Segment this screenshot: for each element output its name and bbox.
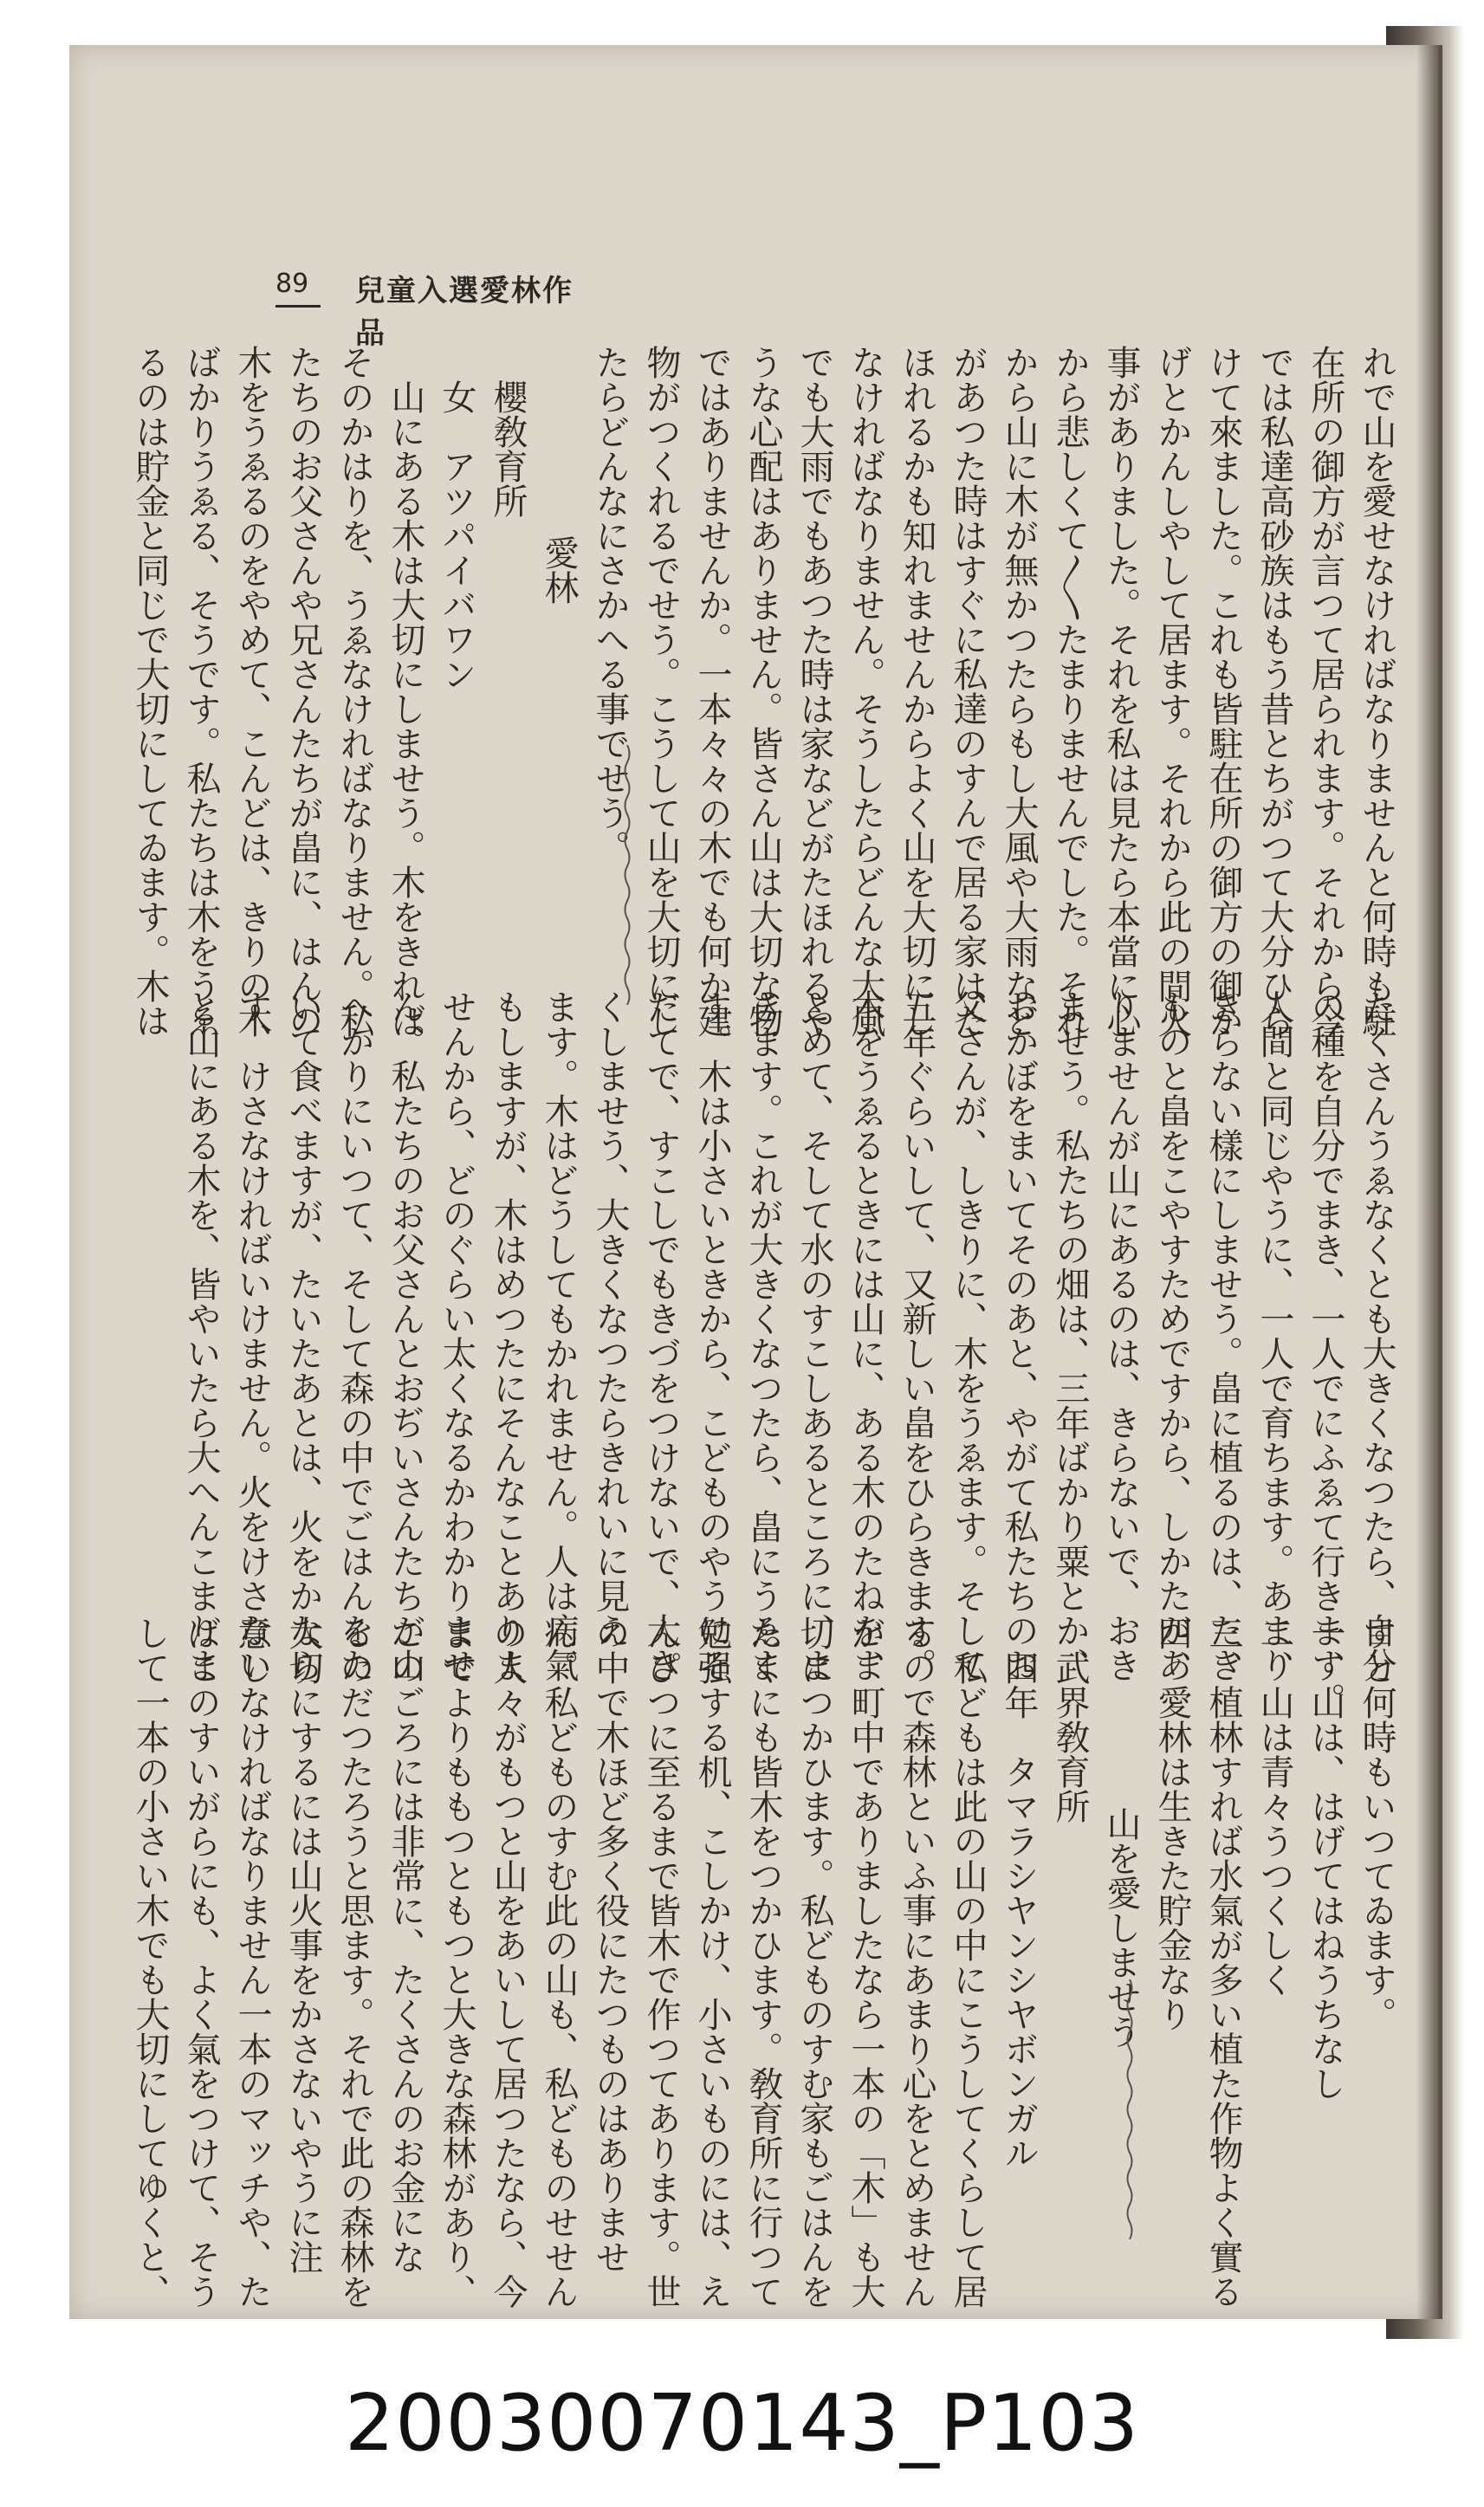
text-line: があつた時はすぐに私達のすんで居る家はた (948, 345, 988, 1038)
text-line: るので森林といふ事にあまり心をとめません (897, 1616, 936, 2309)
text-line: までよりももつともつと大きな森林があり、 (437, 1616, 476, 2309)
image-id-caption: 20030070143_P103 (345, 2378, 1139, 2469)
text-line: そのかはりを、うゑなければなりません。私 (334, 345, 374, 1038)
essay-author-2: 四年 タマラシヤンシヤボンガル (999, 1650, 1039, 2170)
text-line: ものと畠をこやすためですから、しかたがあ (1152, 989, 1192, 1682)
text-line: 意しなければなりません一本のマッチや、た (232, 1616, 272, 2309)
text-line: す。木は小さいときから、こどものやうにそ (692, 989, 732, 1682)
text-line: して一本の小さい木でも大切にしてゆくと、 (130, 1616, 170, 2309)
text-line: でも大雨でもあつた時は家などがたほれるや (794, 345, 834, 1038)
essay-title-yama: 山を愛しませう (1101, 1806, 1141, 2049)
text-line: 父さんが、しきりに、木をうゑます。そして (948, 989, 988, 1682)
text-line: では私達高砂族はもう昔とちがつて大分ひら (1254, 345, 1294, 1038)
text-line: ます。木はどうしてもかれません。人は病氣 (539, 989, 579, 1682)
essay-author-1: 女 アツパイバワン (437, 379, 476, 691)
text-line: から山に木が無かつたらもし大風や大雨など (999, 345, 1039, 1038)
text-line: 山にある木は大切にしませう。木をきれば (386, 379, 425, 1038)
text-block-1 (130, 345, 1402, 1038)
text-line: ませう。私たちの畑は、三年ばかり粟とか、 (1050, 989, 1090, 1682)
list-item: 四、愛林は生きた貯金なり (1152, 1616, 1192, 2031)
text-line: たらどんなにさかへる事でせう。 (590, 345, 630, 865)
text-line: 木をうゑるときには山に、ある木のたねをま (846, 989, 885, 1682)
text-line: だてで、すこしでもきづをつけないで、大き (641, 989, 681, 1682)
text-block-2 (181, 989, 1402, 1717)
title-wavy-rule-2 (1124, 1979, 1131, 2239)
text-line: ばかりうゑる、そうです。私たちは木をうゑ (181, 345, 221, 1038)
text-line: ん。私たちのお父さんとおぢいさんたちが山 (386, 989, 425, 1682)
text-line: なければなりません。そうしたらどんな大風 (846, 345, 885, 1038)
text-line: が、町中でありましたなら一本の「木」も大 (846, 1616, 885, 2309)
list-item: 二、山は青々うつくしく (1254, 1616, 1294, 1997)
text-line: ん。私どものすむ此の山も、私どものせせん (539, 1616, 579, 2309)
text-line: 勉强する机、こしかけ、小さいものには、え (692, 1616, 732, 2309)
text-line: 物がつくれるでせう。こうして山を大切にし (641, 345, 681, 1038)
text-line: せんから、どのぐらい太くなるかわかりませ (437, 989, 476, 1682)
text-line: の人々がもつと山をあいして居つたなら、今 (488, 1616, 528, 2309)
text-line: 大切にするには山火事をかさないやうに注 (283, 1616, 323, 2274)
text-line: たくさんうゑなくとも大きくなつたら、自分 (1357, 989, 1397, 1682)
text-line: もしますが、木はめつたにそんなことありま (488, 989, 528, 1682)
text-line: るのは貯金と同じで大切にしてゐます。木は (130, 345, 170, 1038)
text-line: 五年ぐらいして、又新しい畠をひらきます。 (897, 989, 936, 1682)
page-number: 89 (275, 269, 309, 299)
text-line: 切につかひます。私どものすむ家もごはんを (794, 1616, 834, 2309)
page-header (275, 269, 587, 351)
text-line: んぴつに至るまで皆木で作つてあります。世 (641, 1616, 681, 2309)
text-line: の種を自分でまき、一人でにふゑて行きます。 (1306, 989, 1345, 1717)
text-line: けて來ました。これも皆駐在所の御方の御か (1203, 345, 1243, 1038)
text-line: きます。これが大きくなつたら、畠にうゑま (743, 989, 783, 1682)
text-line: くしませう、大きくなつたらきれいに見え (590, 989, 630, 1648)
text-line: へかりにいつて、そして森の中でごはんをた (334, 989, 374, 1682)
text-line: 人間と同じやうに、一人で育ちます。あまり (1254, 989, 1294, 1682)
essay-school-bukai: 武界敎育所 (1050, 1650, 1090, 1824)
essay-title-ailin: 愛林 (539, 535, 579, 605)
text-line: す、けさなければいけません。火をけさない (232, 989, 272, 1682)
text-line: たちのお父さんや兄さんたちが畠に、はんの (283, 345, 323, 1038)
text-line: の中で木ほど多く役にたつものはありませ (590, 1616, 630, 2274)
page-gutter-shadow (1416, 45, 1442, 2319)
text-line: ばこのすいがらにも、よく氣をつけて、そう (181, 1616, 221, 2309)
title-wavy-rule-1 (622, 745, 629, 1005)
text-line: おかぼをまいてそのあと、やがて私たちのお (999, 989, 1039, 1682)
list-item: 三、植林すれば水氣が多い植た作物よく實る (1203, 1616, 1243, 2309)
running-title: 兒童入選愛林作品 (355, 274, 574, 351)
text-line: るのだつたろうと思ます。それで此の森林を (334, 1616, 374, 2309)
text-line: げとかんしやして居ます。それから此の間火 (1152, 345, 1192, 1038)
text-line: ではありませんか。一本々々の木でも何か建 (692, 345, 732, 1038)
text-line: うな心配はありません。皆さん山は大切な物 (743, 345, 783, 1038)
text-line: りませんが山にあるのは、きらないで、おき (1101, 989, 1141, 1682)
text-line: きらない樣にしませう。畠に植るのは、たき (1203, 989, 1243, 1682)
text-line: 在所の御方が言つて居られます。それから今 (1306, 345, 1345, 1038)
text-line: 木をうゑるのをやめて、こんどは、きりの木 (232, 345, 272, 1038)
text-block-3 (130, 1616, 1402, 2309)
text-line: いて食べますが、たいたあとは、火をかなら (283, 989, 323, 1682)
text-line: とめて、そして水のすこしあるところに、ま (794, 989, 834, 1682)
text-line: 事がありました。それを私は見たら本當に心 (1101, 345, 1141, 1038)
text-line: から悲しくて〳〵たまりませんでした。それ (1050, 345, 1090, 1038)
page-number-underline (275, 305, 321, 308)
text-line: ほれるかも知れませんからよく山を大切にし (897, 345, 936, 1038)
text-line: このごろには非常に、たくさんのお金にな (386, 1616, 425, 2274)
essay-school-sakura: 櫻敎育所 (488, 379, 528, 518)
text-line: と山にある木を、皆やいたら大へんこまりま (181, 989, 221, 1682)
text-line: たくにも皆木をつかひます。敎育所に行つて (743, 1616, 783, 2309)
list-item: 一、山は、はげてはねうちなし (1306, 1616, 1345, 2101)
text-line: すと何時もいつてゐます。 (1357, 1616, 1397, 2031)
text-line: 私どもは此の山の中にこうしてくらして居 (948, 1650, 988, 2309)
text-line: れで山を愛せなければなりませんと何時も駐 (1357, 345, 1397, 1038)
